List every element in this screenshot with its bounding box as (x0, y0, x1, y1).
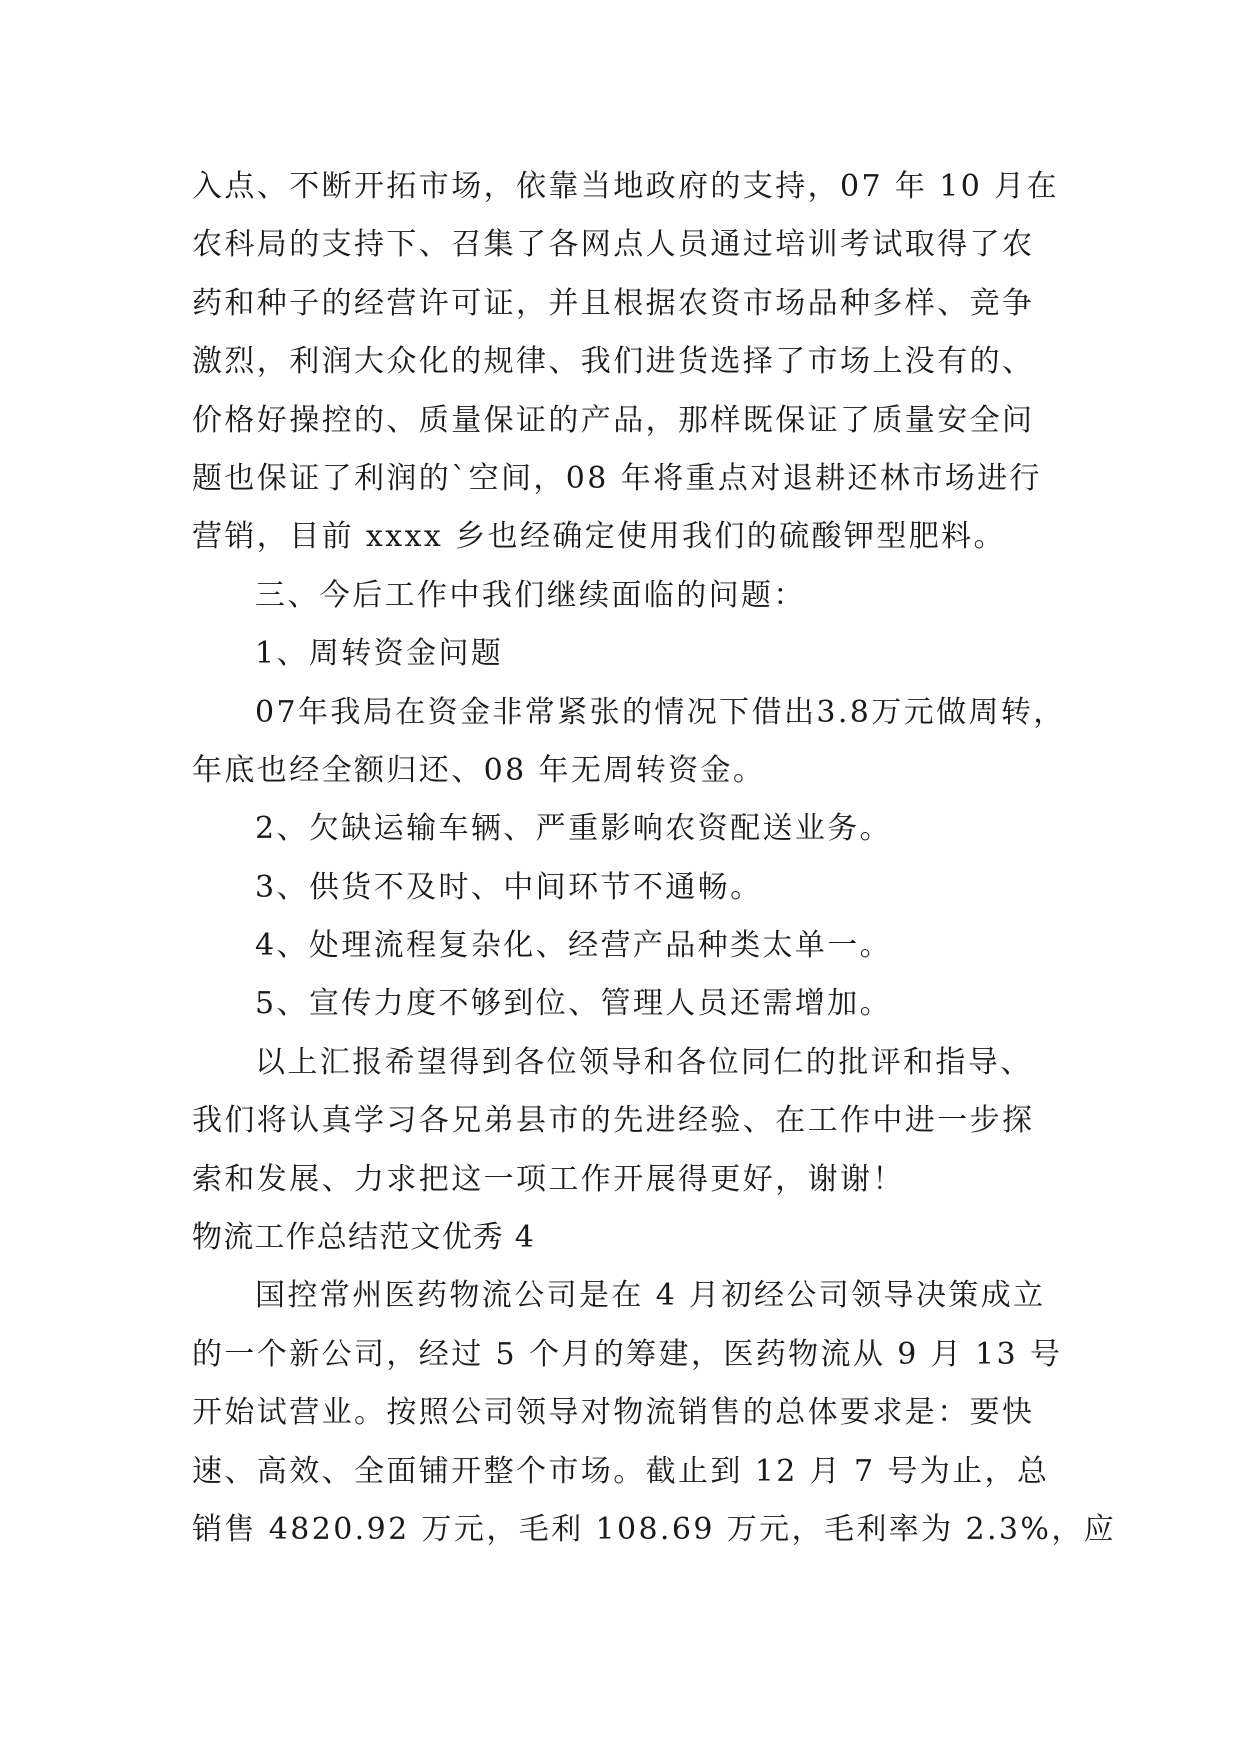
paragraph-line: 入点、不断开拓市场，依靠当地政府的支持，07 年 10 月在 (192, 169, 1059, 204)
paragraph-line: 药和种子的经营许可证，并且根据农资市场品种多样、竞争 (192, 285, 1035, 321)
paragraph-line: 以上汇报希望得到各位领导和各位同仁的批评和指导、 (255, 1044, 1033, 1080)
list-item: 1、周转资金问题 (255, 636, 504, 672)
paragraph-line: 激烈，利润大众化的规律、我们进货选择了市场上没有的、 (192, 344, 1035, 380)
paragraph-line: 我们将认真学习各兄弟县市的先进经验、在工作中进一步探 (192, 1103, 1035, 1139)
paragraph-line: 销售 4820.92 万元，毛利 108.69 万元，毛利率为 2.3%，应 (192, 1511, 1117, 1547)
paragraph-line: 国控常州医药物流公司是在 4 月初经公司领导决策成立 (255, 1278, 1046, 1314)
paragraph-line: 07年我局在资金非常紧张的情况下借出3.8万元做周转， (255, 694, 1066, 730)
paragraph-line: 农科局的支持下、召集了各网点人员通过培训考试取得了农 (192, 227, 1035, 263)
article-title: 物流工作总结范文优秀 4 (192, 1220, 536, 1256)
paragraph-line: 题也保证了利润的`空间，08 年将重点对退耕还林市场进行 (192, 460, 1042, 496)
paragraph-line: 年底也经全额归还、08 年无周转资金。 (192, 752, 766, 788)
paragraph-line: 的一个新公司，经过 5 个月的筹建，医药物流从 9 月 13 号 (192, 1336, 1063, 1372)
paragraph-line: 速、高效、全面铺开整个市场。截止到 12 月 7 号为止，总 (192, 1453, 1050, 1489)
section-heading: 三、今后工作中我们继续面临的问题： (255, 577, 806, 613)
list-item: 4、处理流程复杂化、经营产品种类太单一。 (255, 928, 893, 964)
document-body (192, 158, 1117, 1559)
list-item: 3、供货不及时、中间环节不通畅。 (255, 869, 763, 905)
paragraph-line: 营销，目前 xxxx 乡也经确定使用我们的硫酸钾型肥料。 (192, 519, 1006, 555)
list-item: 2、欠缺运输车辆、严重影响农资配送业务。 (255, 811, 893, 847)
list-item: 5、宣传力度不够到位、管理人员还需增加。 (255, 986, 893, 1022)
paragraph-line: 开始试营业。按照公司领导对物流销售的总体要求是：要快 (192, 1395, 1035, 1431)
paragraph-line: 价格好操控的、质量保证的产品，那样既保证了质量安全问 (192, 402, 1035, 438)
paragraph-line: 索和发展、力求把这一项工作开展得更好，谢谢！ (192, 1161, 905, 1197)
